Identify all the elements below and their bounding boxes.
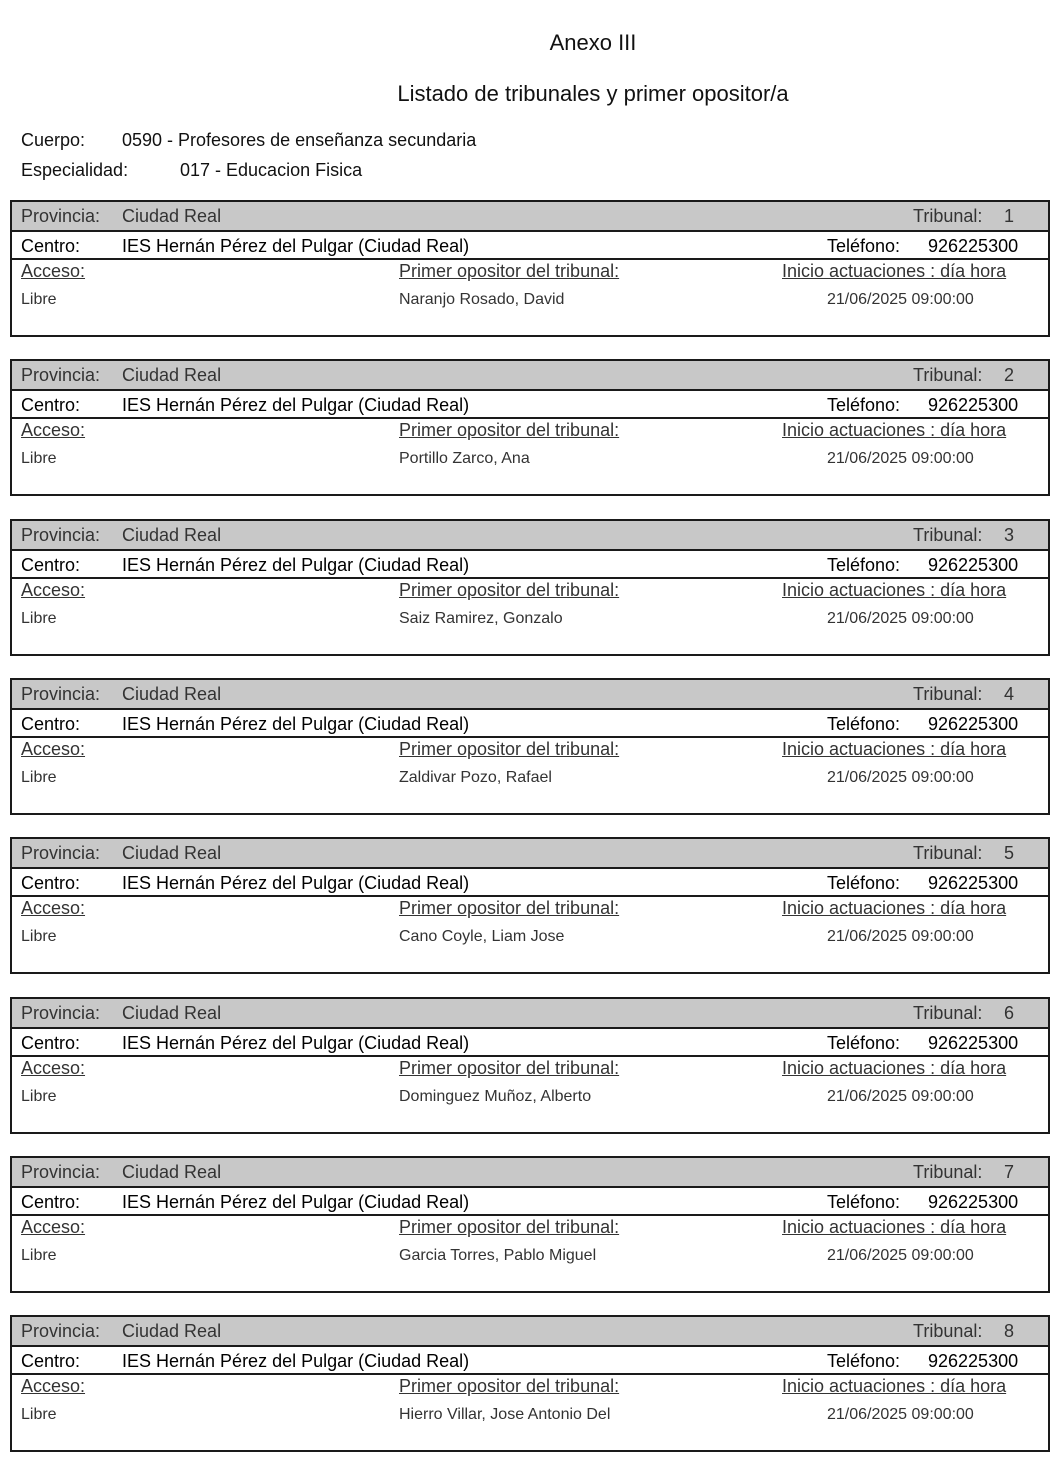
centro-value: IES Hernán Pérez del Pulgar (Ciudad Real): [122, 1033, 470, 1053]
centro-value: IES Hernán Pérez del Pulgar (Ciudad Real): [122, 395, 470, 415]
centro-row: [12, 1188, 1048, 1216]
telefono-value: 926225300: [928, 1033, 1019, 1053]
inicio-value: 21/06/2025 09:00:00: [827, 1247, 974, 1264]
provincia-label: Provincia:: [21, 206, 101, 226]
tribunal-header-row: [12, 680, 1048, 710]
telefono-label: Teléfono:: [827, 1351, 901, 1371]
centro-value: IES Hernán Pérez del Pulgar (Ciudad Real): [122, 873, 470, 893]
inicio-label: Inicio actuaciones : día hora: [782, 1217, 1007, 1237]
tribunal-number: 3: [1004, 525, 1015, 545]
tribunal-card: [10, 519, 1050, 656]
acceso-value: Libre: [21, 928, 57, 945]
acceso-label: Acceso:: [21, 1217, 86, 1237]
telefono-value: 926225300: [928, 236, 1019, 256]
telefono-value: 926225300: [928, 395, 1019, 415]
tribunal-label: Tribunal:: [913, 843, 983, 863]
acceso-value: Libre: [21, 610, 57, 627]
tribunal-card: [10, 359, 1050, 496]
tribunal-card: [10, 1315, 1050, 1452]
tribunal-header-row: [12, 1158, 1048, 1188]
provincia-value: Ciudad Real: [122, 206, 222, 226]
inicio-value: 21/06/2025 09:00:00: [827, 1088, 974, 1105]
tribunal-label: Tribunal:: [913, 1003, 983, 1023]
provincia-label: Provincia:: [21, 525, 101, 545]
centro-row: [12, 391, 1048, 419]
centro-value: IES Hernán Pérez del Pulgar (Ciudad Real): [122, 714, 470, 734]
acceso-value: Libre: [21, 1406, 57, 1423]
tribunal-label: Tribunal:: [913, 1321, 983, 1341]
document-title: Anexo III: [549, 30, 637, 55]
telefono-value: 926225300: [928, 1192, 1019, 1212]
provincia-value: Ciudad Real: [122, 1321, 222, 1341]
provincia-value: Ciudad Real: [122, 684, 222, 704]
acceso-label: Acceso:: [21, 261, 86, 281]
acceso-label: Acceso:: [21, 739, 86, 759]
inicio-label: Inicio actuaciones : día hora: [782, 898, 1007, 918]
inicio-label: Inicio actuaciones : día hora: [782, 1058, 1007, 1078]
telefono-value: 926225300: [928, 714, 1019, 734]
opositor-value: Zaldivar Pozo, Rafael: [399, 769, 552, 786]
tribunal-card: [10, 1156, 1050, 1293]
cuerpo-label: Cuerpo:: [21, 130, 86, 150]
especialidad-value: 017 - Educacion Fisica: [180, 160, 363, 180]
tribunal-label: Tribunal:: [913, 525, 983, 545]
provincia-label: Provincia:: [21, 843, 101, 863]
centro-row: [12, 551, 1048, 579]
telefono-value: 926225300: [928, 555, 1019, 575]
telefono-label: Teléfono:: [827, 1033, 901, 1053]
especialidad-label: Especialidad:: [21, 160, 129, 180]
tribunal-label: Tribunal:: [913, 365, 983, 385]
tribunal-header-row: [12, 361, 1048, 391]
acceso-value: Libre: [21, 1088, 57, 1105]
tribunal-header-row: [12, 202, 1048, 232]
telefono-label: Teléfono:: [827, 873, 901, 893]
especialidad-line: [21, 160, 363, 181]
opositor-value: Cano Coyle, Liam Jose: [399, 928, 565, 945]
opositor-value: Dominguez Muñoz, Alberto: [399, 1088, 592, 1105]
provincia-value: Ciudad Real: [122, 1003, 222, 1023]
provincia-label: Provincia:: [21, 365, 101, 385]
telefono-value: 926225300: [928, 1351, 1019, 1371]
opositor-value: Naranjo Rosado, David: [399, 291, 565, 308]
acceso-value: Libre: [21, 450, 57, 467]
opositor-value: Garcia Torres, Pablo Miguel: [399, 1247, 597, 1264]
acceso-label: Acceso:: [21, 1058, 86, 1078]
inicio-label: Inicio actuaciones : día hora: [782, 1376, 1007, 1396]
primer-opositor-label: Primer opositor del tribunal:: [399, 1217, 620, 1237]
centro-label: Centro:: [21, 714, 81, 734]
tribunal-card: [10, 837, 1050, 974]
telefono-label: Teléfono:: [827, 395, 901, 415]
tribunal-card: [10, 200, 1050, 337]
centro-label: Centro:: [21, 1033, 81, 1053]
telefono-value: 926225300: [928, 873, 1019, 893]
tribunal-number: 5: [1004, 843, 1015, 863]
centro-row: [12, 869, 1048, 897]
telefono-label: Teléfono:: [827, 1192, 901, 1212]
inicio-label: Inicio actuaciones : día hora: [782, 580, 1007, 600]
cuerpo-value: 0590 - Profesores de enseñanza secundaria: [122, 130, 477, 150]
inicio-value: 21/06/2025 09:00:00: [827, 769, 974, 786]
centro-row: [12, 1029, 1048, 1057]
tribunal-header-row: [12, 521, 1048, 551]
tribunal-number: 6: [1004, 1003, 1015, 1023]
provincia-value: Ciudad Real: [122, 525, 222, 545]
provincia-label: Provincia:: [21, 1321, 101, 1341]
opositor-value: Saiz Ramirez, Gonzalo: [399, 610, 563, 627]
inicio-value: 21/06/2025 09:00:00: [827, 610, 974, 627]
inicio-value: 21/06/2025 09:00:00: [827, 450, 974, 467]
tribunal-number: 2: [1004, 365, 1015, 385]
centro-label: Centro:: [21, 873, 81, 893]
cuerpo-line: [21, 130, 477, 151]
tribunal-number: 1: [1004, 206, 1015, 226]
centro-value: IES Hernán Pérez del Pulgar (Ciudad Real): [122, 555, 470, 575]
provincia-value: Ciudad Real: [122, 1162, 222, 1182]
tribunal-card: [10, 997, 1050, 1134]
provincia-label: Provincia:: [21, 684, 101, 704]
primer-opositor-label: Primer opositor del tribunal:: [399, 580, 620, 600]
tribunal-label: Tribunal:: [913, 684, 983, 704]
provincia-value: Ciudad Real: [122, 843, 222, 863]
acceso-label: Acceso:: [21, 898, 86, 918]
centro-label: Centro:: [21, 395, 81, 415]
acceso-label: Acceso:: [21, 420, 86, 440]
tribunal-header-row: [12, 1317, 1048, 1347]
tribunal-label: Tribunal:: [913, 1162, 983, 1182]
provincia-label: Provincia:: [21, 1162, 101, 1182]
inicio-value: 21/06/2025 09:00:00: [827, 928, 974, 945]
inicio-label: Inicio actuaciones : día hora: [782, 739, 1007, 759]
primer-opositor-label: Primer opositor del tribunal:: [399, 898, 620, 918]
tribunal-number: 4: [1004, 684, 1015, 704]
centro-value: IES Hernán Pérez del Pulgar (Ciudad Real): [122, 1192, 470, 1212]
centro-label: Centro:: [21, 1351, 81, 1371]
centro-row: [12, 232, 1048, 260]
acceso-label: Acceso:: [21, 580, 86, 600]
telefono-label: Teléfono:: [827, 714, 901, 734]
inicio-label: Inicio actuaciones : día hora: [782, 261, 1007, 281]
provincia-value: Ciudad Real: [122, 365, 222, 385]
acceso-label: Acceso:: [21, 1376, 86, 1396]
tribunal-header-row: [12, 999, 1048, 1029]
telefono-label: Teléfono:: [827, 555, 901, 575]
inicio-label: Inicio actuaciones : día hora: [782, 420, 1007, 440]
tribunal-card: [10, 678, 1050, 815]
primer-opositor-label: Primer opositor del tribunal:: [399, 420, 620, 440]
centro-row: [12, 1347, 1048, 1375]
centro-label: Centro:: [21, 555, 81, 575]
acceso-value: Libre: [21, 291, 57, 308]
opositor-value: Portillo Zarco, Ana: [399, 450, 530, 467]
tribunal-number: 8: [1004, 1321, 1015, 1341]
centro-row: [12, 710, 1048, 738]
centro-label: Centro:: [21, 236, 81, 256]
primer-opositor-label: Primer opositor del tribunal:: [399, 261, 620, 281]
primer-opositor-label: Primer opositor del tribunal:: [399, 739, 620, 759]
centro-label: Centro:: [21, 1192, 81, 1212]
provincia-label: Provincia:: [21, 1003, 101, 1023]
inicio-value: 21/06/2025 09:00:00: [827, 1406, 974, 1423]
primer-opositor-label: Primer opositor del tribunal:: [399, 1376, 620, 1396]
acceso-value: Libre: [21, 769, 57, 786]
primer-opositor-label: Primer opositor del tribunal:: [399, 1058, 620, 1078]
opositor-value: Hierro Villar, Jose Antonio Del: [399, 1406, 611, 1423]
inicio-value: 21/06/2025 09:00:00: [827, 291, 974, 308]
acceso-value: Libre: [21, 1247, 57, 1264]
tribunal-label: Tribunal:: [913, 206, 983, 226]
centro-value: IES Hernán Pérez del Pulgar (Ciudad Real): [122, 236, 470, 256]
centro-value: IES Hernán Pérez del Pulgar (Ciudad Real): [122, 1351, 470, 1371]
tribunal-header-row: [12, 839, 1048, 869]
document-subtitle: Listado de tribunales y primer opositor/a: [397, 81, 789, 106]
tribunal-number: 7: [1004, 1162, 1015, 1182]
telefono-label: Teléfono:: [827, 236, 901, 256]
